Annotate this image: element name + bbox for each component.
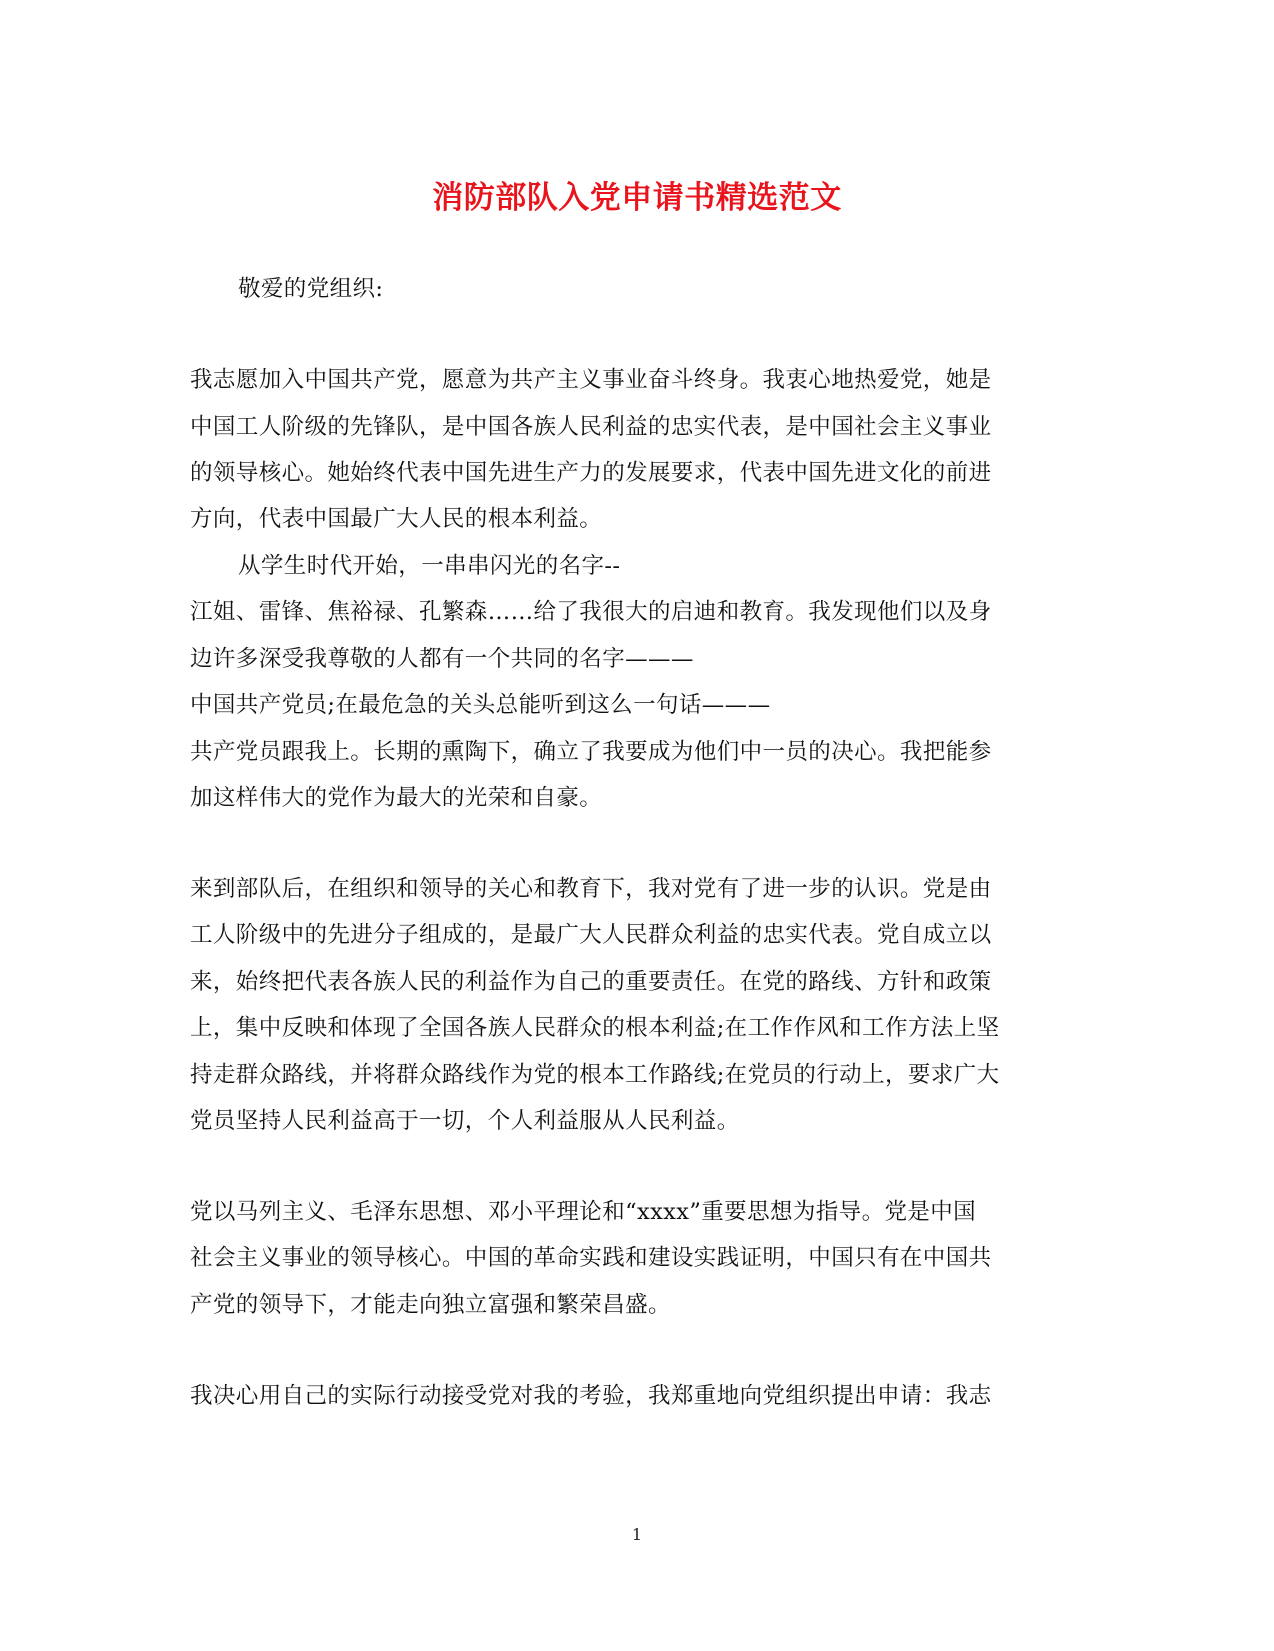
paragraph-line: 边许多深受我尊敬的人都有一个共同的名字——— bbox=[190, 646, 694, 672]
paragraph-line: 江姐、雷锋、焦裕禄、孔繁森……给了我很大的启迪和教育。我发现他们以及身 bbox=[190, 599, 992, 625]
paragraph-line: 中国工人阶级的先锋队，是中国各族人民利益的忠实代表，是中国社会主义事业 bbox=[190, 414, 992, 440]
paragraph-line: 共产党员跟我上。长期的熏陶下，确立了我要成为他们中一员的决心。我把能参 bbox=[190, 739, 992, 765]
paragraph-line: 中国共产党员;在最危急的关头总能听到这么一句话——— bbox=[190, 692, 771, 718]
paragraph-line: 党员坚持人民利益高于一切，个人利益服从人民利益。 bbox=[190, 1108, 740, 1134]
paragraph-line: 持走群众路线，并将群众路线作为党的根本工作路线;在党员的行动上，要求广大 bbox=[190, 1062, 1000, 1088]
paragraph-line: 从学生时代开始，一串串闪光的名字-- bbox=[238, 553, 621, 579]
paragraph-line: 社会主义事业的领导核心。中国的革命实践和建设实践证明，中国只有在中国共 bbox=[190, 1245, 992, 1271]
paragraph-line: 我决心用自己的实际行动接受党对我的考验，我郑重地向党组织提出申请：我志 bbox=[190, 1383, 992, 1409]
paragraph-line: 党以马列主义、毛泽东思想、邓小平理论和“xxxx”重要思想为指导。党是中国 bbox=[190, 1199, 977, 1225]
paragraph-line: 来，始终把代表各族人民的利益作为自己的重要责任。在党的路线、方针和政策 bbox=[190, 969, 992, 995]
paragraph-line: 工人阶级中的先进分子组成的，是最广大人民群众利益的忠实代表。党自成立以 bbox=[190, 922, 992, 948]
paragraph-line: 上，集中反映和体现了全国各族人民群众的根本利益;在工作作风和工作方法上坚 bbox=[190, 1015, 1000, 1041]
document-title: 消防部队入党申请书精选范文 bbox=[432, 180, 842, 216]
salutation: 敬爱的党组织: bbox=[238, 276, 384, 302]
paragraph-line: 方向，代表中国最广大人民的根本利益。 bbox=[190, 506, 603, 532]
paragraph-line: 的领导核心。她始终代表中国先进生产力的发展要求，代表中国先进文化的前进 bbox=[190, 460, 992, 486]
paragraph-line: 我志愿加入中国共产党，愿意为共产主义事业奋斗终身。我衷心地热爱党，她是 bbox=[190, 367, 992, 393]
paragraph-line: 来到部队后，在组织和领导的关心和教育下，我对党有了进一步的认识。党是由 bbox=[190, 876, 992, 902]
paragraph-line: 加这样伟大的党作为最大的光荣和自豪。 bbox=[190, 785, 603, 811]
paragraph-line: 产党的领导下，才能走向独立富强和繁荣昌盛。 bbox=[190, 1292, 671, 1318]
page-number: 1 bbox=[631, 1525, 643, 1544]
